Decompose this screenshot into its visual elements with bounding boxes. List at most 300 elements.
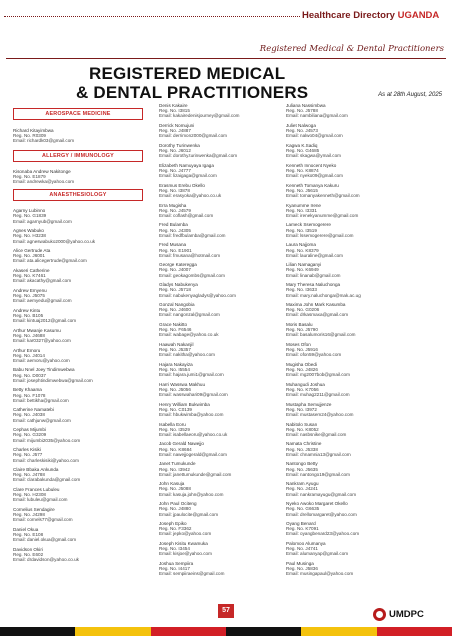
practitioner-name: Derrick Nomujuni [159, 122, 195, 128]
practitioner-entry [286, 382, 396, 398]
practitioner-entry [286, 362, 396, 378]
practitioner-email: Email: mg2007bob@gmail.com [286, 372, 350, 378]
practitioner-email: Email: cathjunw@gmail.com [13, 417, 71, 423]
registration-number: Reg. No. J4007 [159, 267, 191, 273]
practitioner-email: Email: kisjoe@yahoo.com [159, 551, 212, 557]
practitioner-name: Lameck Ssemogerere [286, 222, 331, 228]
practitioner-name: Nabitolo Susan [286, 421, 318, 427]
practitioner-entry [159, 183, 264, 199]
allergy-list [13, 169, 143, 185]
practitioner-entry [159, 382, 264, 398]
practitioner-email: Email: sempiiraeins@gmail.com [159, 571, 225, 577]
practitioner-name: Kyanumme Irene [286, 202, 321, 208]
section-header-anaesthesiology: ANAESTHESIOLOGY [13, 189, 143, 201]
practitioner-email: Email: kasuja.john@yahoo.com [159, 491, 224, 497]
practitioner-email: Email: richardk03@gmail.com [13, 138, 75, 144]
registration-number: Reg. No. F6546 [159, 327, 192, 333]
practitioner-email: Email: derrimon2000@gmail.com [159, 133, 227, 139]
practitioner-email: Email: charleskisiki@yahoo.com [13, 457, 79, 463]
practitioner-name: Fred Bulamba [159, 222, 188, 228]
practitioner-name: Nankram Ayugu [286, 481, 319, 487]
practitioner-email: Email: hajara.jumi1@gmail.com [159, 372, 224, 378]
practitioner-entry [286, 183, 396, 199]
practitioner-entry [159, 302, 264, 318]
practitioner-entry [286, 103, 396, 119]
umdpc-logo [373, 608, 424, 621]
practitioner-name: Joseph Epiko [159, 521, 187, 527]
registration-number: Reg. No. J6012 [159, 148, 191, 154]
practitioner-email: Email: mijumbi2035@yahoo.com [13, 437, 81, 443]
practitioner-name: Harri Wasswa Makhuu [159, 381, 206, 387]
practitioner-entry [286, 481, 396, 497]
practitioner-email: Email: oyangbenard23@yahoo.com [286, 531, 360, 537]
practitioner-entry [159, 103, 264, 119]
practitioner-email: Email: muhag2211@gmail.com [286, 392, 350, 398]
registration-number: Reg. No. J5615 [286, 187, 318, 193]
practitioner-entry [159, 441, 264, 457]
practitioner-email: Email: lizaigaga@gmail.com [159, 173, 217, 179]
flag-red-band [377, 627, 452, 636]
practitioner-entry [13, 487, 143, 503]
practitioner-name: Claire Bbaka Ankunda [13, 467, 59, 472]
header-dotted-rule [4, 16, 300, 17]
practitioner-name: Juliana Nassimbwa [286, 103, 326, 108]
practitioner-email: Email: nabukenyagladys@yahoo.com [159, 292, 236, 298]
flag-black-band [0, 627, 75, 636]
practitioner-entry [13, 407, 143, 423]
registration-number: Reg. No. I3972 [286, 406, 317, 412]
practitioner-name: Namata Christine [286, 441, 322, 447]
practitioner-entry [13, 367, 143, 383]
practitioner-entry [13, 447, 143, 463]
practitioner-email: Email: isabellaeoru@yahoo.co.uk [159, 431, 228, 437]
registration-number: Reg. No. R0309 [13, 133, 46, 139]
practitioner-entry [13, 328, 143, 344]
practitioner-email: Email: basalumoris16@gmail.com [286, 332, 356, 338]
practitioner-email: Email: dorothy.turinwenka@gmail.com [159, 153, 238, 159]
practitioner-email: Email: mustasem24@yahoo.com [286, 412, 354, 417]
practitioner-entry [286, 242, 396, 258]
practitioner-name: Akaseri Catherine [13, 267, 50, 273]
practitioner-name: Gladys Nabukenya [159, 282, 198, 288]
practitioner-email: Email: jepko@yahoo.com [159, 531, 212, 537]
practitioner-entry [286, 501, 396, 517]
practitioner-email: Email: aemyedu@gmail.com [13, 298, 72, 304]
practitioner-entry [159, 561, 264, 577]
practitioner-email: Email: nawejjogerald@gmail.com [159, 451, 227, 457]
practitioner-name: Kisonaba Andrew Nakitonge [13, 168, 71, 174]
registration-number: Reg. No. K8379 [286, 247, 319, 253]
practitioner-name: Juliet Nalwoga [286, 122, 316, 128]
practitioner-email: Email: nalwo04@gmail.com [286, 133, 343, 139]
practitioner-entry [159, 501, 264, 517]
registration-number: Reg. No. E1879 [13, 173, 46, 179]
registration-number: Reg. No. K6949 [286, 267, 319, 273]
registration-number: Reg. No. G4685 [286, 148, 320, 154]
practitioner-entry [286, 422, 396, 438]
practitioner-name: Andrew Emyenu [13, 287, 47, 293]
practitioner-email: Email: agarnyub@gmail.com [13, 218, 72, 224]
practitioner-name: Andrew Kintu [13, 307, 41, 313]
practitioner-entry [159, 203, 264, 219]
practitioner-email: Email: musingapaul@yahoo.com [286, 571, 354, 577]
practitioner-name: Daniel Okua [13, 526, 39, 532]
logo-text: UMDPC [389, 609, 424, 620]
practitioner-name: Isabella Eoru [159, 421, 186, 427]
registration-number: Reg. No. I5554 [159, 366, 190, 372]
practitioner-name: Alice Gertrude Ata [13, 248, 51, 254]
practitioner-email: Email: nangonzal@gmail.com [159, 312, 220, 318]
practitioner-entry [159, 242, 264, 258]
registration-number: Reg. No. J5635 [286, 466, 318, 472]
registration-number: Reg. No. J4298 [13, 512, 45, 518]
practitioner-name: Henry William Bukwimba [159, 401, 210, 407]
practitioner-name: Denis Kakaire [159, 103, 188, 108]
practitioner-name: Agarny Lubinno [13, 208, 46, 214]
practitioner-entry [286, 123, 396, 139]
practitioner-name: Davidson Okiri [13, 546, 43, 552]
practitioner-name: Betty Khaama [13, 387, 42, 393]
practitioner-entry [13, 387, 143, 403]
registration-number: Reg. No. J4741 [286, 546, 318, 552]
practitioner-name: Erra Mugisha [159, 202, 187, 208]
registration-number: Reg. No. J4241 [286, 486, 318, 492]
practitioner-name: Kenneth Tomanya Kakuru [286, 182, 339, 188]
practitioner-name: Moris Basalu [286, 321, 313, 327]
registration-number: Reg. No. J5718 [159, 287, 191, 293]
brand-highlight: UGANDA [397, 10, 440, 21]
registration-number: Reg. No. I3454 [159, 546, 190, 552]
practitioner-name: Gonzal Nangobia [159, 302, 195, 308]
practitioner-email: Email: lssemogerere@gmail.com [286, 232, 354, 238]
registration-number: Reg. No. J4777 [159, 167, 191, 173]
registration-number: Reg. No. J4887 [159, 128, 191, 134]
practitioner-entry [13, 228, 143, 244]
registration-number: Reg. No. J4573 [286, 128, 318, 134]
registration-number: Reg. No. I3633 [286, 287, 317, 293]
practitioner-email: Email: alumanyap@gmail.com [286, 551, 349, 557]
practitioner-email: Email: janettumukunde@gmail.com [159, 471, 232, 477]
practitioner-email: Email: aemoru@yahoo.com [13, 357, 70, 363]
registration-number: Reg. No. I3815 [159, 108, 190, 114]
practitioner-name: Mugisha Obedi [286, 361, 317, 367]
practitioner-email: Email: nankramayugu@gmail.com [286, 491, 357, 497]
registration-number: Reg. No. B105 [13, 312, 44, 318]
practitioner-entry [13, 208, 143, 224]
practitioner-email: Email: drellomargaret@yahoo.com [286, 511, 357, 517]
practitioner-name: Lilian Namaganyi [286, 262, 322, 268]
section-header-allergy: ALLERGY / IMMUNOLOGY [13, 150, 143, 162]
registration-number: Reg. No. J5075 [13, 293, 45, 299]
practitioner-email: Email: hbukwimba@yahoo.com [159, 412, 224, 417]
practitioner-name: Palomoo Alumanya [286, 540, 326, 546]
practitioner-name: John Paul Ociteng [159, 501, 197, 507]
brand-header [302, 10, 439, 21]
column-3 [286, 103, 396, 581]
practitioner-email: Email: geokagombs@gmail.com [159, 272, 225, 278]
practitioner-email: Email: coflash@gmail.com [159, 212, 214, 218]
practitioner-entry [286, 203, 396, 219]
flag-yellow-band [75, 627, 150, 636]
practitioner-entry [13, 248, 143, 264]
registration-number: Reg. No. K7056 [286, 386, 319, 392]
practitioner-name: Kenneth Innocent Nyeko [286, 162, 337, 168]
practitioner-email: Email: fmusana@hotmail.com [159, 252, 221, 258]
practitioner-entry [286, 461, 396, 477]
registration-number: Reg. No. I4417 [159, 566, 190, 572]
practitioner-email: Email: irenekyanumme@gmail.com [286, 212, 359, 218]
practitioner-name: Jacob Gerald Nawejjo [159, 441, 204, 447]
flag-yellow-band [301, 627, 376, 636]
registration-number: Reg. No. J4688 [13, 332, 45, 338]
practitioner-email: Email: kar0327@yahoo.com [13, 338, 71, 344]
practitioner-name: Maxima John Mark Kasumba [286, 302, 346, 308]
registration-number: Reg. No. J4600 [159, 307, 191, 313]
registration-number: Reg. No. J4305 [159, 227, 191, 233]
practitioner-email: Email: nantongo19@gmail.com [286, 471, 350, 477]
practitioner-name: George Kateregga [159, 262, 197, 268]
practitioner-entry [13, 547, 143, 563]
practitioner-entry [159, 342, 264, 358]
practitioner-entry [159, 362, 264, 378]
practitioner-email: Email: daniel.okua@gmail.com [13, 537, 77, 543]
practitioner-name: Laura Najjoma [286, 242, 316, 248]
subtitle-rule [6, 58, 446, 59]
registration-number: Reg. No. J4788 [13, 472, 45, 478]
registration-number: Reg. No. J577 [13, 452, 43, 458]
practitioner-entry [13, 507, 143, 523]
practitioner-email: Email: kakairedenisjourney@gmail.com [159, 113, 240, 119]
practitioner-name: Kagwa K.Sadiq [286, 142, 318, 148]
registration-number: Reg. No. E108 [13, 531, 44, 537]
page-title-line2: & DENTAL PRACTITIONERS [76, 83, 309, 102]
registration-number: Reg. No. J4826 [286, 366, 318, 372]
practitioner-email: Email: tomanyakenneth@gmail.com [286, 193, 360, 199]
practitioner-entry [159, 322, 264, 338]
registration-number: Reg. No. K8874 [286, 167, 319, 173]
registration-number: Reg. No. G3209 [13, 432, 47, 438]
practitioner-entry [159, 262, 264, 278]
registration-number: Reg. No. J5088 [159, 486, 191, 492]
practitioner-entry [286, 402, 396, 418]
practitioner-email: Email: bettikha@gmail.com [13, 397, 69, 403]
flag-black-band [226, 627, 301, 636]
registration-number: Reg. No. J5357 [159, 347, 191, 353]
practitioner-name: Clare Frances Lubuleu [13, 486, 60, 492]
practitioner-entry [286, 561, 396, 577]
practitioner-entry [13, 128, 143, 144]
registration-number: Reg. No. G1839 [13, 213, 47, 219]
anaesthesiology-list [13, 208, 143, 562]
practitioner-name: Muhangudi Joshua [286, 381, 325, 387]
practitioner-email: Email: clarabakunda@gmail.com [13, 477, 81, 483]
practitioner-entry [159, 422, 264, 438]
practitioner-name: Elizabeth Namuyaya Igaga [159, 162, 214, 168]
practitioner-email: Email: akacathy@gmail.com [13, 278, 72, 284]
column-2 [159, 103, 264, 581]
practitioner-entry [286, 342, 396, 358]
registration-number: Reg. No. J5338 [286, 446, 318, 452]
practitioner-entry [13, 467, 143, 483]
practitioner-email: Email: nakitha@yahoo.com [159, 352, 215, 358]
section-header-aerospace: AEROSPACE MEDICINE [13, 108, 143, 120]
practitioner-entry [286, 282, 396, 298]
practitioner-email: Email: mary.naluchonga@mak.ac.ug [286, 292, 361, 298]
practitioner-name: Nyeko Awoko Margaret Okello [286, 501, 348, 507]
registration-number: Reg. No. J5916 [286, 347, 318, 353]
page-subtitle: Registered Medical & Dental Practitioners [259, 44, 444, 54]
flag-stripe [0, 627, 452, 636]
practitioner-name: Agnes Wabuko [13, 228, 44, 234]
registration-number: Reg. No. J5790 [286, 327, 318, 333]
practitioner-email: Email: lauraline@gmail.com [286, 252, 344, 258]
practitioner-name: Richard Kitayimbwa [13, 128, 54, 133]
registration-number: Reg. No. K8052 [286, 426, 319, 432]
practitioner-entry [13, 169, 143, 185]
registration-number: Reg. No. I3878 [159, 187, 190, 193]
practitioner-name: Paul Musinga [286, 560, 314, 566]
practitioner-email: Email: nambiliana@gmail.com [286, 113, 348, 119]
registration-number: Reg. No. F3362 [159, 526, 192, 532]
practitioner-name: Babu Nnel Joey Tindimwebwa [13, 367, 75, 373]
practitioner-email: Email: ofon59@yahoo.com [286, 352, 342, 358]
practitioner-entry [286, 521, 396, 537]
registration-number: Reg. No. F1078 [13, 392, 46, 398]
registration-number: Reg. No. J5056 [159, 386, 191, 392]
registration-number: Reg. No. J5836 [286, 566, 318, 572]
practitioner-entry [13, 308, 143, 324]
registration-number: Reg. No. H3238 [13, 233, 46, 239]
practitioner-name: Cornelius Sendagire [13, 506, 55, 512]
practitioner-entry [159, 123, 264, 139]
practitioner-name: Arthur Mwanje Kasumu [13, 327, 61, 333]
practitioner-entry [159, 402, 264, 418]
practitioner-name: Janet Tumukunde [159, 461, 196, 467]
practitioner-email: Email: kintuaj2012@gmail.com [13, 318, 77, 324]
aerospace-list [13, 128, 143, 144]
registration-number: Reg. No. K7091 [286, 526, 319, 532]
practitioner-name: Mary Theresa Naluchonga [286, 282, 341, 288]
practitioner-email: Email: ata.alicegertrude@gmail.com [13, 258, 87, 264]
practitioner-name: Haawah Nakanjil [159, 341, 194, 347]
registration-number: Reg. No. K8684 [159, 446, 192, 452]
page-title [76, 64, 308, 102]
practitioner-entry [13, 288, 143, 304]
practitioner-email: Email: linanab@gmail.com [286, 272, 341, 278]
practitioner-email: Email: agneswabuko2000@yahoo.co.uk [13, 238, 96, 244]
practitioner-email: Email: wabage@yahoo.co.uk [159, 332, 219, 338]
practitioner-email: Email: andrewka@yahoo.com [13, 179, 75, 185]
registration-number: Reg. No. D0037 [13, 372, 46, 378]
practitioner-name: Fred Musana [159, 242, 187, 248]
practitioner-entry [13, 268, 143, 284]
practitioner-entry [159, 521, 264, 537]
practitioner-name: Joseph Kisitu Kwamuka [159, 540, 208, 546]
practitioner-entry [159, 143, 264, 159]
practitioner-name: Joshua Sempiira [159, 560, 194, 566]
practitioner-email: Email: drdavidson@yahoo.co.uk [13, 557, 79, 563]
registration-number: Reg. No. J4579 [159, 207, 191, 213]
practitioner-entry [286, 143, 396, 159]
practitioner-name: Moses Ofon [286, 341, 311, 347]
practitioner-name: Charles Kisiki [13, 447, 41, 453]
practitioner-entry [159, 282, 264, 298]
practitioner-name: Arthur Emoru [13, 347, 41, 353]
practitioner-email: Email: chnamnia13@gmail.com [286, 451, 351, 457]
registration-number: Reg. No. G0206 [286, 307, 320, 313]
registration-number: Reg. No. H2308 [13, 492, 46, 498]
logo-mark-icon [373, 608, 386, 621]
registration-number: Reg. No. I3331 [286, 207, 317, 213]
practitioner-name: Mustapha Semujjenze [286, 401, 332, 407]
practitioner-email: Email: drkasmaxa@gmail.com [286, 312, 349, 318]
registration-number: Reg. No. J4038 [13, 412, 45, 418]
practitioner-email: Email: nyeko09@gmail.com [286, 173, 344, 179]
practitioner-email: Email: skagwa@ymail.com [286, 153, 341, 159]
practitioner-email: Email: josephtindimwebwa@gmail.com [13, 377, 93, 383]
registration-number: Reg. No. E1901 [159, 247, 192, 253]
practitioner-entry [13, 427, 143, 443]
practitioner-email: Email: cornels77@gmail.com [13, 517, 73, 523]
page-number: 57 [218, 604, 234, 618]
registration-number: Reg. No. J5788 [286, 108, 318, 114]
practitioner-email: Email: fredfbulamba@gmail.com [159, 232, 226, 238]
practitioner-name: Cephas Mijumbi [13, 427, 46, 433]
registration-number: Reg. No. I3942 [159, 466, 190, 472]
registration-number: Reg. No. I3519 [286, 227, 317, 233]
registration-number: Reg. No. C0139 [159, 406, 192, 412]
practitioner-entry [159, 163, 264, 179]
practitioner-name: Catherine Namatebi [13, 407, 54, 413]
practitioner-entry [13, 527, 143, 543]
registration-number: Reg. No. K7461 [13, 273, 46, 279]
practitioner-entry [286, 441, 396, 457]
as-at-date: As at 28th August, 2025 [378, 92, 442, 98]
practitioner-entry [286, 541, 396, 557]
practitioner-entry [286, 262, 396, 278]
practitioner-name: Hajara Nakayiza [159, 361, 193, 367]
page-title-line1: REGISTERED MEDICAL [89, 64, 286, 83]
practitioner-email: Email: jpaulocite@gmail.com [159, 511, 219, 517]
registration-number: Reg. No. J6001 [13, 253, 45, 259]
column-1 [13, 103, 143, 567]
practitioner-entry [159, 461, 264, 477]
practitioner-email: Email: nasbsnike@gmail.com [286, 431, 347, 437]
practitioner-entry [286, 322, 396, 338]
practitioner-name: Grace Nakitto [159, 321, 188, 327]
practitioner-email: Email: wasswahari09@gmail.com [159, 392, 228, 398]
registration-number: Reg. No. J4880 [159, 506, 191, 512]
registration-number: Reg. No. G6635 [286, 506, 320, 512]
practitioner-entry [159, 481, 264, 497]
practitioner-name: Erasmus Erebu Okello [159, 182, 205, 188]
practitioner-name: Oyang Benard [286, 521, 316, 527]
practitioner-entry [159, 541, 264, 557]
practitioner-entry [159, 222, 264, 238]
practitioner-entry [286, 163, 396, 179]
practitioner-entry [13, 348, 143, 364]
practitioner-name: John Kasuja [159, 481, 185, 487]
practitioner-entry [286, 302, 396, 318]
practitioner-email: Email: erasyoka@yahoo.co.uk [159, 193, 222, 199]
brand-prefix: Healthcare Directory [302, 10, 395, 21]
registration-number: Reg. No. I3529 [159, 426, 190, 432]
practitioner-name: Nantongo Betty [286, 461, 318, 467]
registration-number: Reg. No. E602 [13, 551, 44, 557]
practitioner-email: Email: lubuleu@gmail.com [13, 497, 68, 503]
practitioner-name: Dorothy Turinwenka [159, 142, 200, 148]
registration-number: Reg. No. J4014 [13, 352, 45, 358]
